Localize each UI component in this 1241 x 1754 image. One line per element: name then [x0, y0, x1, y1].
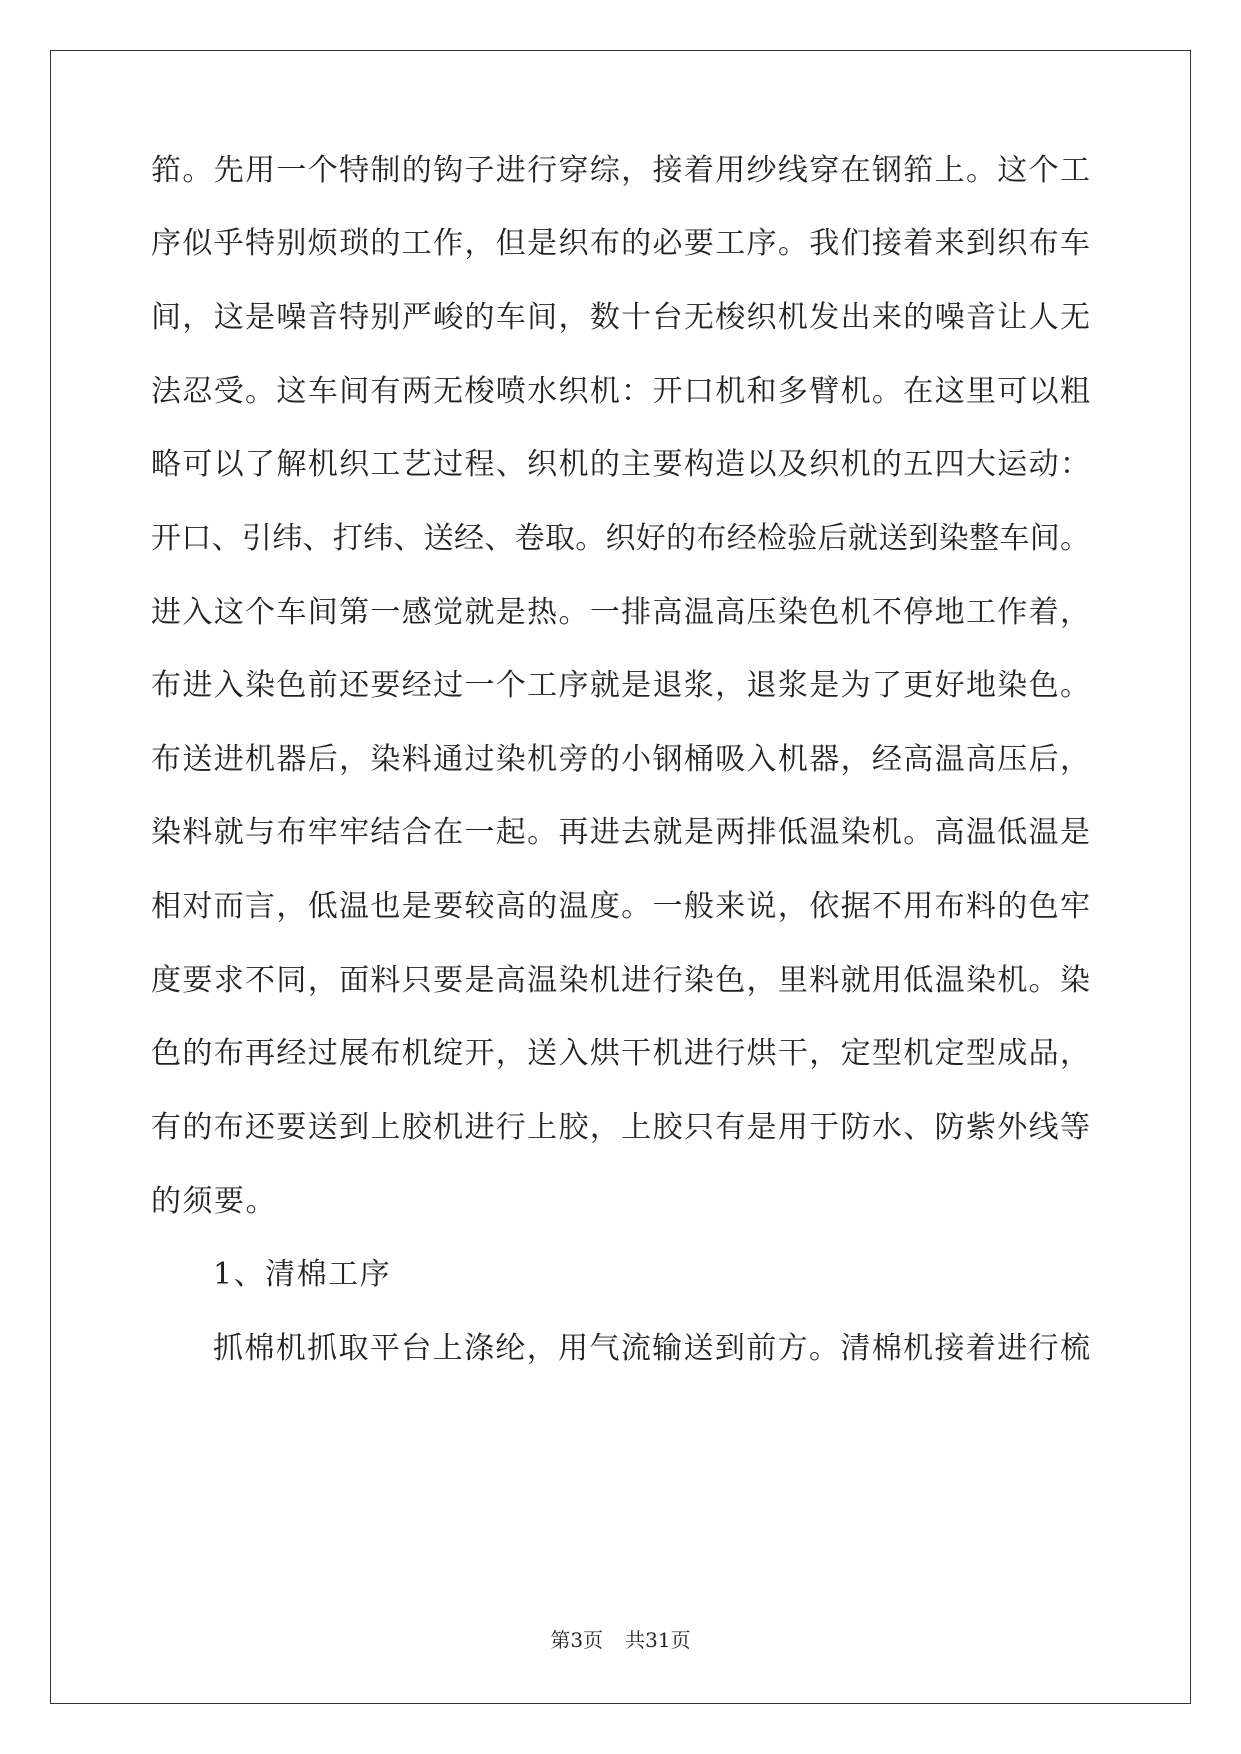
page-total: 共31页 [625, 1628, 691, 1652]
body-line-4: 法忍受。这车间有两无梭喷水织机：开口机和多臂机。在这里可以粗 [151, 374, 1090, 409]
body-line-6: 开口、引纬、打纬、送经、卷取。织好的布经检验后就送到染整车间。 [151, 521, 1090, 556]
body-line-12: 度要求不同，面料只要是高温染机进行染色，里料就用低温染机。染 [151, 963, 1090, 998]
body-line-7: 进入这个车间第一感觉就是热。一排高温高压染色机不停地工作着， [151, 595, 1090, 630]
body-line-5: 略可以了解机织工艺过程、织机的主要构造以及织机的五四大运动： [151, 447, 1090, 482]
body-line-3: 间，这是噪音特别严峻的车间，数十台无梭织机发出来的噪音让人无 [151, 300, 1090, 335]
body-line-10: 染料就与布牢牢结合在一起。再进去就是两排低温染机。高温低温是 [151, 815, 1090, 850]
body-line-9: 布送进机器后，染料通过染机旁的小钢桶吸入机器，经高温高压后， [151, 742, 1090, 777]
body-line-15: 的须要。 [151, 1184, 277, 1219]
body-line-11: 相对而言，低温也是要较高的温度。一般来说，依据不用布料的色牢 [151, 889, 1090, 924]
section-heading: 1、清棉工序 [213, 1257, 392, 1292]
body-line-2: 序似乎特别烦琐的工作，但是织布的必要工序。我们接着来到织布车 [151, 226, 1090, 261]
body-line-14: 有的布还要送到上胶机进行上胶，上胶只有是用于防水、防紫外线等 [151, 1110, 1090, 1145]
body-line-1: 筘。先用一个特制的钩子进行穿综，接着用纱线穿在钢筘上。这个工 [151, 153, 1090, 188]
page-number: 第3页 [550, 1628, 604, 1652]
page-footer [0, 1627, 1241, 1653]
body-line-13: 色的布再经过展布机绽开，送入烘干机进行烘干，定型机定型成品， [151, 1036, 1090, 1071]
body-line-8: 布进入染色前还要经过一个工序就是退浆，退浆是为了更好地染色。 [151, 668, 1090, 703]
section-first-line: 抓棉机抓取平台上涤纶，用气流输送到前方。清棉机接着进行梳 [213, 1331, 1090, 1366]
